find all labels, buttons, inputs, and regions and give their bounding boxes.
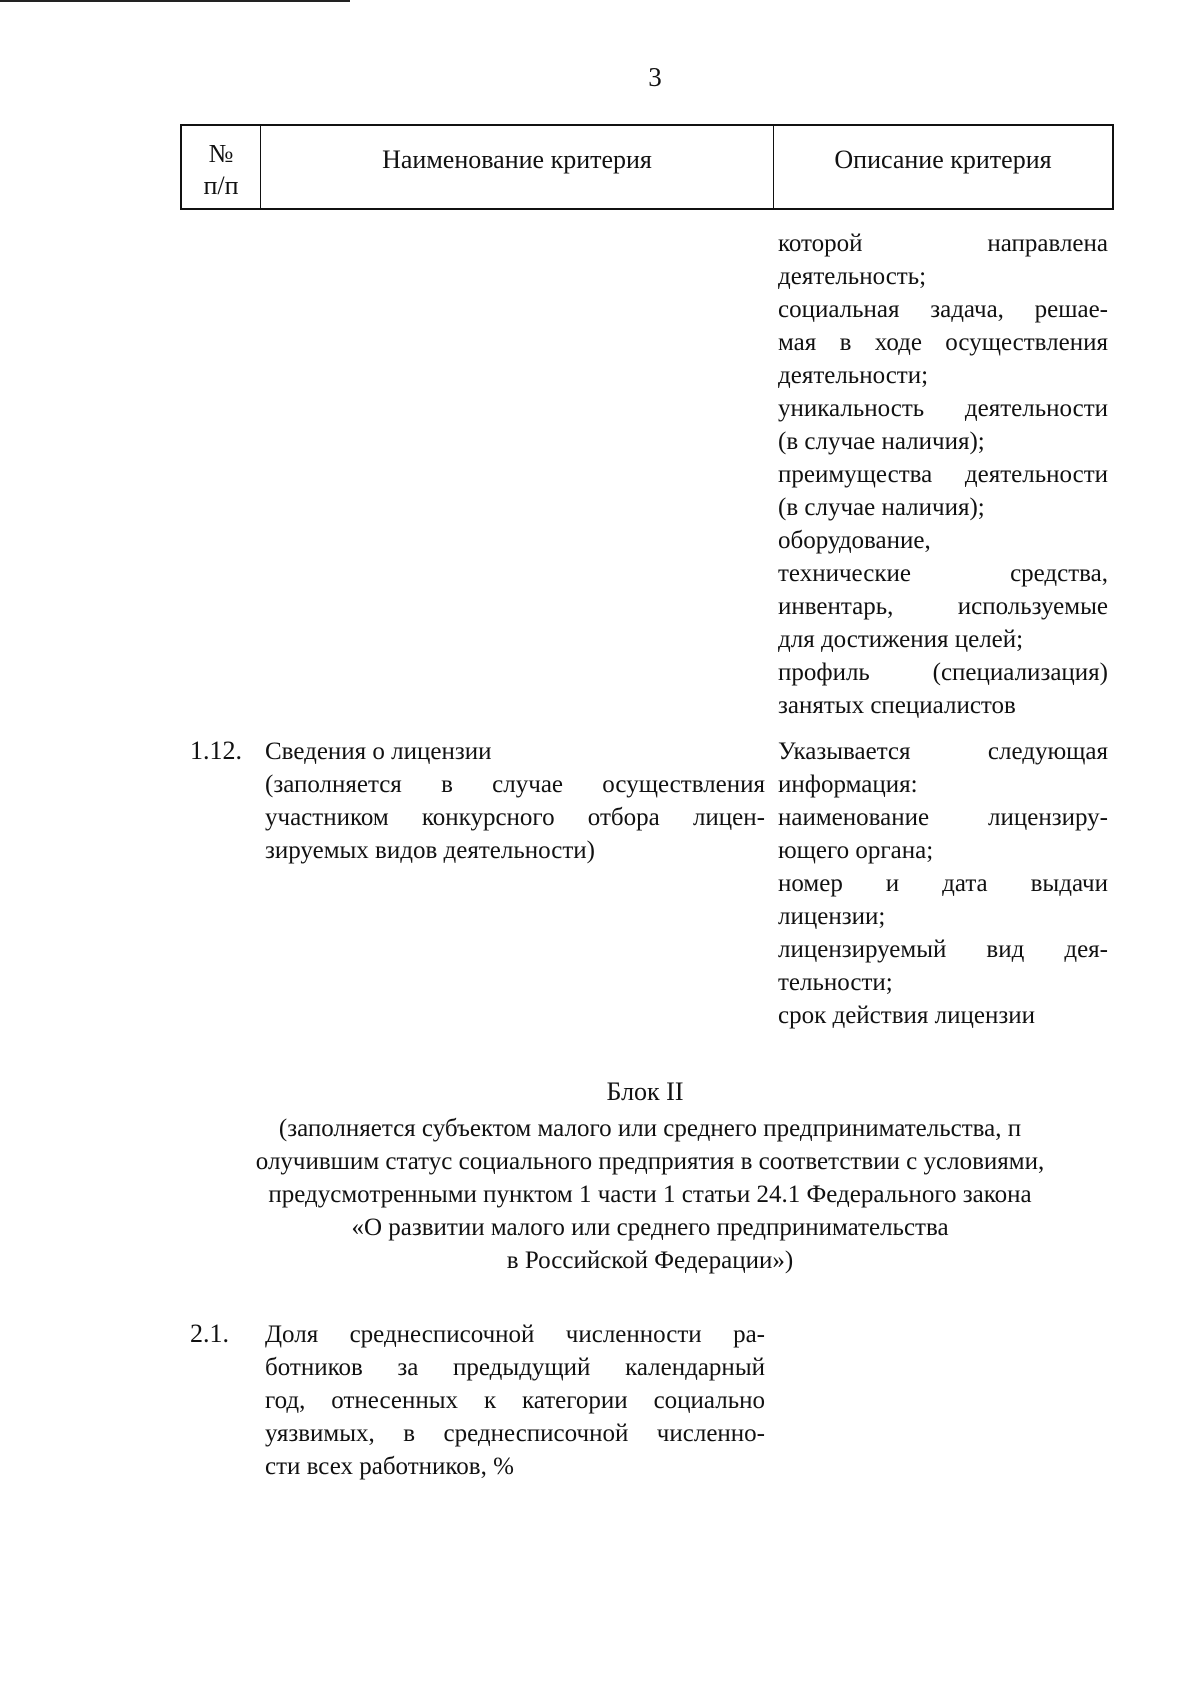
row-continued-description: [778, 227, 1108, 722]
description-line: лицензии;: [778, 903, 886, 930]
row-1-12-criterion-name: [265, 735, 765, 867]
header-col-criterion-description: Описание критерия: [834, 145, 1052, 174]
table-header: [180, 124, 1114, 210]
description-line: занятых специалистов: [778, 692, 1016, 719]
description-line: лицензируемый вид дея-: [778, 936, 1108, 963]
header-col-number: № п/п: [182, 126, 261, 208]
subtitle-line: «О развитии малого или среднего предпринимательства: [351, 1214, 949, 1241]
subtitle-line: предусмотренными пунктом 1 части 1 статьи 24.1 Федерального закона: [268, 1181, 1032, 1208]
description-line: технические средства,: [778, 560, 1108, 587]
description-line: тельности;: [778, 969, 893, 996]
description-line: профиль (специализация): [778, 659, 1108, 686]
description-line: оборудование,: [778, 527, 931, 554]
description-line: Указывается следующая: [778, 738, 1108, 765]
block-2-title: Блок II: [606, 1077, 684, 1106]
name-line: Доля среднесписочной численности ра-: [265, 1321, 765, 1348]
name-line: (заполняется в случае осуществления: [265, 771, 765, 798]
name-line: ботников за предыдущий календарный: [265, 1354, 765, 1381]
page-number: 3: [648, 62, 662, 92]
description-line: (в случае наличия);: [778, 428, 985, 455]
description-line: инвентарь, используемые: [778, 593, 1108, 620]
name-line: зируемых видов деятельности): [265, 837, 595, 864]
name-line: уязвимых, в среднесписочной численно-: [265, 1420, 765, 1447]
description-line: информация:: [778, 771, 918, 798]
description-line: деятельности;: [778, 362, 929, 389]
description-line: для достижения целей;: [778, 626, 1024, 653]
description-line: социальная задача, решае-: [778, 296, 1108, 323]
row-number-1-12: 1.12.: [190, 736, 242, 765]
row-2-1-criterion-name: [265, 1318, 765, 1483]
description-line: преимущества деятельности: [778, 461, 1108, 488]
description-line: номер и дата выдачи: [778, 870, 1108, 897]
description-line: ющего органа;: [778, 837, 934, 864]
description-line: срок действия лицензии: [778, 1002, 1035, 1029]
name-line: Сведения о лицензии: [265, 738, 492, 765]
description-line: которой направлена: [778, 230, 1108, 257]
name-line: участником конкурсного отбора лицен-: [265, 804, 765, 831]
row-1-12-description: [778, 735, 1108, 1032]
scan-top-rule: [0, 0, 350, 2]
block-2-subtitle: [150, 1112, 1150, 1277]
subtitle-line: в Российской Федерации»): [506, 1247, 794, 1274]
row-number-2-1: 2.1.: [190, 1319, 229, 1348]
name-line: сти всех работников, %: [265, 1453, 514, 1480]
name-line: год, отнесенных к категории социально: [265, 1387, 765, 1414]
header-col-criterion-name: Наименование критерия: [261, 126, 774, 208]
description-line: уникальность деятельности: [778, 395, 1108, 422]
description-line: деятельность;: [778, 263, 927, 290]
description-line: (в случае наличия);: [778, 494, 985, 521]
subtitle-line: олучившим статус социального предприятия в соответствии с условиями,: [255, 1148, 1045, 1175]
description-line: мая в ходе осуществления: [778, 329, 1108, 356]
subtitle-line: (заполняется субъектом малого или среднего предпринимательства, п: [278, 1115, 1022, 1142]
description-line: наименование лицензиру-: [778, 804, 1108, 831]
